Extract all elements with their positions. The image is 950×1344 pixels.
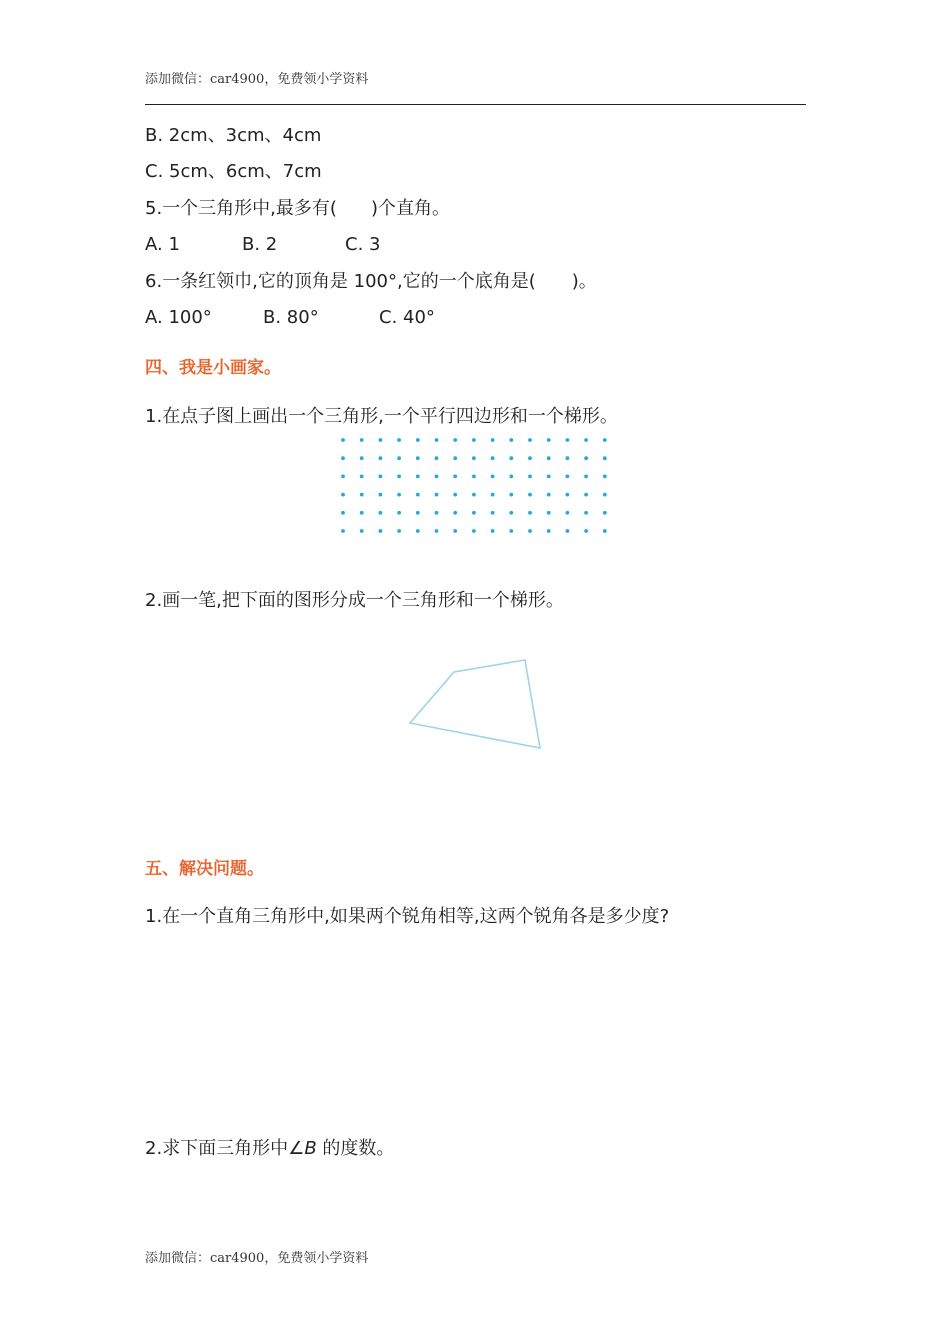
q6-text-end: )。 bbox=[571, 271, 597, 292]
q4-option-b: B. 2cm、3cm、4cm bbox=[145, 125, 322, 146]
grid-dot bbox=[528, 456, 532, 460]
grid-dot bbox=[416, 529, 420, 533]
header-rule bbox=[145, 104, 806, 105]
grid-dot bbox=[360, 438, 364, 442]
grid-dot bbox=[528, 438, 532, 442]
grid-dot bbox=[603, 475, 607, 479]
grid-dot bbox=[603, 438, 607, 442]
grid-dot bbox=[584, 511, 588, 515]
grid-dot bbox=[360, 475, 364, 479]
q4-option-c: C. 5cm、6cm、7cm bbox=[145, 161, 322, 182]
grid-dot bbox=[491, 529, 495, 533]
q5-text-after: )个直角。 bbox=[370, 198, 450, 219]
grid-dot bbox=[509, 493, 513, 497]
grid-dot bbox=[584, 456, 588, 460]
grid-dot bbox=[416, 511, 420, 515]
grid-dot bbox=[566, 456, 570, 460]
grid-dot bbox=[547, 529, 551, 533]
q6-options bbox=[145, 306, 435, 330]
q5-question bbox=[145, 197, 450, 221]
grid-dot bbox=[491, 475, 495, 479]
q6-text-after: ,它的一个底角是( bbox=[397, 271, 536, 292]
grid-dot bbox=[584, 438, 588, 442]
grid-dot bbox=[566, 493, 570, 497]
s4-q2 bbox=[145, 589, 564, 613]
grid-dot bbox=[453, 493, 457, 497]
grid-dot bbox=[472, 475, 476, 479]
grid-dot bbox=[379, 456, 383, 460]
s5-q2-number: 2. bbox=[145, 1138, 163, 1159]
grid-dot bbox=[435, 475, 439, 479]
grid-dot bbox=[566, 511, 570, 515]
grid-dot bbox=[379, 438, 383, 442]
grid-dot bbox=[360, 456, 364, 460]
grid-dot bbox=[547, 511, 551, 515]
grid-dot bbox=[584, 475, 588, 479]
quadrilateral-figure bbox=[400, 650, 550, 760]
grid-dot bbox=[435, 529, 439, 533]
grid-dot bbox=[341, 456, 345, 460]
grid-dot bbox=[472, 438, 476, 442]
q5-option-b: B. 2 bbox=[242, 234, 278, 255]
grid-dot bbox=[472, 511, 476, 515]
grid-dot bbox=[509, 456, 513, 460]
grid-dot bbox=[379, 493, 383, 497]
grid-dot bbox=[528, 511, 532, 515]
s4-q2-text: 画一笔,把下面的图形分成一个三角形和一个梯形。 bbox=[162, 590, 564, 611]
grid-dot bbox=[435, 493, 439, 497]
s5-q1 bbox=[145, 905, 669, 929]
grid-dot bbox=[453, 529, 457, 533]
grid-dot bbox=[397, 529, 401, 533]
s5-q1-text: 在一个直角三角形中,如果两个锐角相等,这两个锐角各是多少度? bbox=[162, 906, 670, 927]
q6-number: 6. bbox=[145, 271, 163, 292]
grid-dot bbox=[379, 475, 383, 479]
dot-grid bbox=[335, 432, 615, 540]
q6-question bbox=[145, 270, 597, 294]
quadrilateral bbox=[410, 660, 540, 748]
grid-dot bbox=[509, 475, 513, 479]
q6-angle: 100° bbox=[353, 271, 397, 292]
grid-dot bbox=[528, 475, 532, 479]
grid-dot bbox=[379, 529, 383, 533]
q5-option-a: A. 1 bbox=[145, 234, 180, 255]
grid-dot bbox=[341, 493, 345, 497]
q5-text-before: 一个三角形中,最多有( bbox=[162, 198, 337, 219]
grid-dot bbox=[416, 493, 420, 497]
grid-dot bbox=[397, 511, 401, 515]
s5-q2 bbox=[145, 1137, 394, 1161]
q5-options bbox=[145, 233, 380, 257]
grid-dot bbox=[360, 493, 364, 497]
grid-dot bbox=[472, 493, 476, 497]
grid-dot bbox=[547, 456, 551, 460]
grid-dot bbox=[547, 493, 551, 497]
grid-dot bbox=[435, 511, 439, 515]
q6-option-c: C. 40° bbox=[379, 307, 435, 328]
grid-dot bbox=[416, 475, 420, 479]
grid-dot bbox=[491, 438, 495, 442]
s4-q1 bbox=[145, 405, 618, 429]
s4-q2-number: 2. bbox=[145, 590, 163, 611]
grid-dot bbox=[397, 475, 401, 479]
grid-dot bbox=[341, 475, 345, 479]
grid-dot bbox=[491, 456, 495, 460]
s4-q1-number: 1. bbox=[145, 406, 163, 427]
grid-dot bbox=[603, 529, 607, 533]
grid-dot bbox=[603, 456, 607, 460]
grid-dot bbox=[341, 511, 345, 515]
grid-dot bbox=[566, 475, 570, 479]
grid-dot bbox=[547, 438, 551, 442]
grid-dot bbox=[379, 511, 383, 515]
grid-dot bbox=[397, 456, 401, 460]
grid-dot bbox=[341, 529, 345, 533]
grid-dot bbox=[603, 511, 607, 515]
grid-dot bbox=[453, 511, 457, 515]
grid-dot bbox=[341, 438, 345, 442]
q5-number: 5. bbox=[145, 198, 163, 219]
q5-option-c: C. 3 bbox=[345, 234, 381, 255]
section5-title: 五、解决问题。 bbox=[145, 859, 264, 879]
q6-option-b: B. 80° bbox=[263, 307, 319, 328]
grid-dot bbox=[528, 493, 532, 497]
grid-dot bbox=[491, 493, 495, 497]
grid-dot bbox=[528, 529, 532, 533]
page-header: 添加微信：car4900，免费领小学资料 bbox=[145, 72, 369, 87]
grid-dot bbox=[603, 493, 607, 497]
grid-dot bbox=[584, 529, 588, 533]
grid-dot bbox=[435, 438, 439, 442]
grid-dot bbox=[453, 438, 457, 442]
grid-dot bbox=[509, 511, 513, 515]
s5-q2-text-before: 求下面三角形中 bbox=[162, 1138, 289, 1159]
page-footer: 添加微信：car4900，免费领小学资料 bbox=[145, 1251, 369, 1266]
grid-dot bbox=[491, 511, 495, 515]
grid-dot bbox=[547, 475, 551, 479]
grid-dot bbox=[509, 529, 513, 533]
grid-dot bbox=[453, 456, 457, 460]
q6-option-a: A. 100° bbox=[145, 307, 212, 328]
grid-dot bbox=[509, 438, 513, 442]
grid-dot bbox=[360, 529, 364, 533]
grid-dot bbox=[435, 456, 439, 460]
s5-q2-angle-label: ∠B bbox=[288, 1138, 317, 1159]
grid-dot bbox=[453, 475, 457, 479]
grid-dot bbox=[416, 438, 420, 442]
grid-dot bbox=[360, 511, 364, 515]
q6-text-before: 一条红领巾,它的顶角是 bbox=[162, 271, 354, 292]
grid-dot bbox=[472, 529, 476, 533]
grid-dot bbox=[472, 456, 476, 460]
grid-dot bbox=[566, 438, 570, 442]
s4-q1-text: 在点子图上画出一个三角形,一个平行四边形和一个梯形。 bbox=[162, 406, 618, 427]
grid-dot bbox=[584, 493, 588, 497]
grid-dot bbox=[397, 438, 401, 442]
section4-title: 四、我是小画家。 bbox=[145, 358, 281, 378]
grid-dot bbox=[416, 456, 420, 460]
grid-dot bbox=[566, 529, 570, 533]
s5-q1-number: 1. bbox=[145, 906, 163, 927]
s5-q2-text-after: 的度数。 bbox=[316, 1138, 395, 1159]
grid-dot bbox=[397, 493, 401, 497]
